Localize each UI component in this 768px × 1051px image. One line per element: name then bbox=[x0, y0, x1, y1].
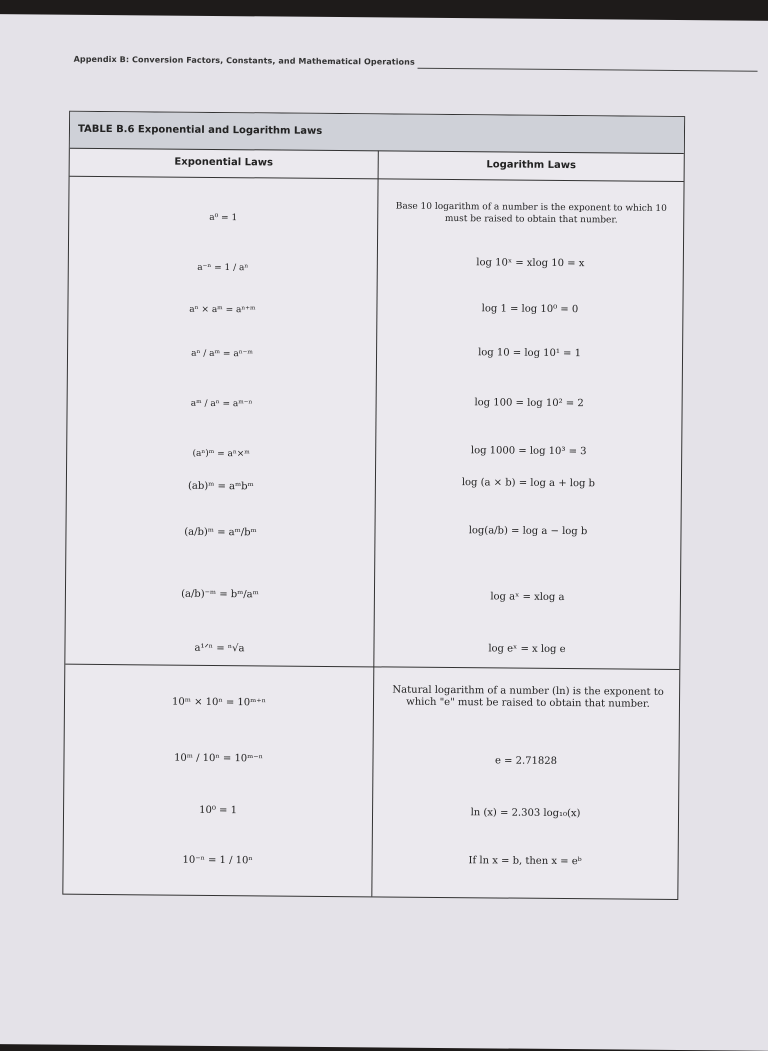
exp-law: (aⁿ)ᵐ = aⁿ×ᵐ bbox=[192, 448, 250, 460]
log-law: log eˣ = x log e bbox=[488, 643, 566, 656]
exp-law: aᵐ / aⁿ = aᵐ⁻ⁿ bbox=[190, 398, 253, 410]
log-law: log(a/b) = log a − log b bbox=[468, 525, 588, 538]
exp-law: aⁿ / aᵐ = aⁿ⁻ᵐ bbox=[191, 348, 253, 360]
exp-law: (a/b)⁻ᵐ = bᵐ/aᵐ bbox=[181, 588, 259, 601]
exp10-law: 10ᵐ / 10ⁿ = 10ᵐ⁻ⁿ bbox=[174, 752, 263, 765]
log-law: log 10ˣ = xlog 10 = x bbox=[476, 257, 585, 270]
log-law: log 1000 = log 10³ = 3 bbox=[470, 445, 587, 458]
exp10-law: 10⁰ = 1 bbox=[199, 804, 238, 817]
ln-law: ln (x) = 2.303 log₁₀(x) bbox=[470, 807, 581, 820]
exp10-law: 10ᵐ × 10ⁿ = 10ᵐ⁺ⁿ bbox=[172, 696, 266, 709]
exp-law: aⁿ × aᵐ = aⁿ⁺ᵐ bbox=[189, 304, 256, 316]
ln-law-definition: Natural logarithm of a number (ln) is the exponent to which "e" must be raised to obtain that number. bbox=[392, 684, 664, 710]
exp-law: a⁰ = 1 bbox=[209, 212, 238, 224]
log-law: log 10 = log 10¹ = 1 bbox=[478, 347, 582, 360]
log-law: log 1 = log 10⁰ = 0 bbox=[481, 303, 579, 316]
exp10-law: 10⁻ⁿ = 1 / 10ⁿ bbox=[182, 854, 253, 867]
ln-law: e = 2.71828 bbox=[494, 755, 558, 767]
log-law-definition: Base 10 logarithm of a number is the exponent to which 10 must be raised to obtain that number. bbox=[395, 201, 667, 226]
ln-law: If ln x = b, then x = eᵇ bbox=[468, 855, 582, 868]
exp-law: a⁻ⁿ = 1 / aⁿ bbox=[197, 262, 249, 274]
column-header-logarithm: Logarithm Laws bbox=[486, 159, 577, 172]
laws-table bbox=[62, 111, 685, 900]
exp-law: (ab)ᵐ = aᵐbᵐ bbox=[187, 480, 254, 493]
exp-law: (a/b)ᵐ = aᵐ/bᵐ bbox=[184, 526, 257, 539]
exp-law: a¹ᐟⁿ = ⁿ√a bbox=[194, 642, 245, 655]
appendix-header: Appendix B: Conversion Factors, Constants, and Mathematical Operations bbox=[73, 54, 415, 67]
table-title: TABLE B.6 Exponential and Logarithm Laws bbox=[77, 123, 323, 137]
log-law: log (a × b) = log a + log b bbox=[461, 477, 596, 490]
header-rule bbox=[418, 68, 758, 72]
column-header-exponential: Exponential Laws bbox=[174, 156, 274, 169]
log-law: log aˣ = xlog a bbox=[490, 591, 565, 604]
page bbox=[0, 14, 768, 1051]
log-law: log 100 = log 10² = 2 bbox=[474, 397, 584, 410]
